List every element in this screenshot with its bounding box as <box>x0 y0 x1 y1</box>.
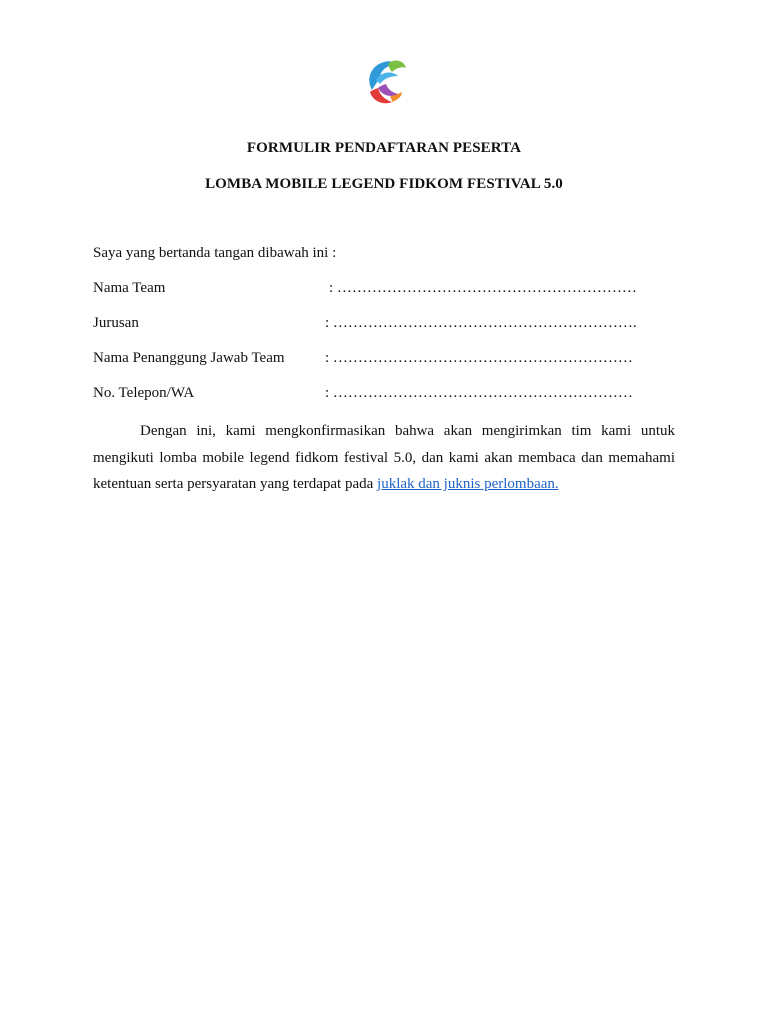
field-blank: : …………………………………………………… <box>325 350 633 366</box>
guidelines-link[interactable]: juklak dan juknis perlombaan. <box>377 476 559 492</box>
field-row-phone <box>93 385 693 407</box>
field-label: No. Telepon/WA <box>93 385 195 401</box>
field-blank: : …………………………………………………… <box>325 385 633 401</box>
confirmation-text: Dengan ini, kami mengkonfirmasikan bahwa akan mengirimkan tim kami untuk mengikuti lomba mobile legend fidkom festival 5.0, dan kami akan membaca dan memahami ketentuan serta persyaratan yang terdapat pada <box>93 423 675 492</box>
field-label: Nama Penanggung Jawab Team <box>93 350 285 366</box>
field-label: Nama Team <box>93 280 166 296</box>
competition-title: LOMBA MOBILE LEGEND FIDKOM FESTIVAL 5.0 <box>205 176 563 192</box>
field-row-person-in-charge <box>93 350 693 372</box>
form-title: FORMULIR PENDAFTARAN PESERTA <box>246 140 522 156</box>
field-row-department <box>93 315 693 337</box>
field-row-team-name <box>93 280 693 302</box>
intro-text: Saya yang bertanda tangan dibawah ini : <box>93 245 337 261</box>
festival-logo-icon <box>362 56 408 106</box>
field-blank: : ……………………………………………………. <box>325 315 637 331</box>
field-blank: : …………………………………………………… <box>329 280 637 296</box>
confirmation-paragraph <box>93 418 675 498</box>
field-label: Jurusan <box>93 315 139 331</box>
